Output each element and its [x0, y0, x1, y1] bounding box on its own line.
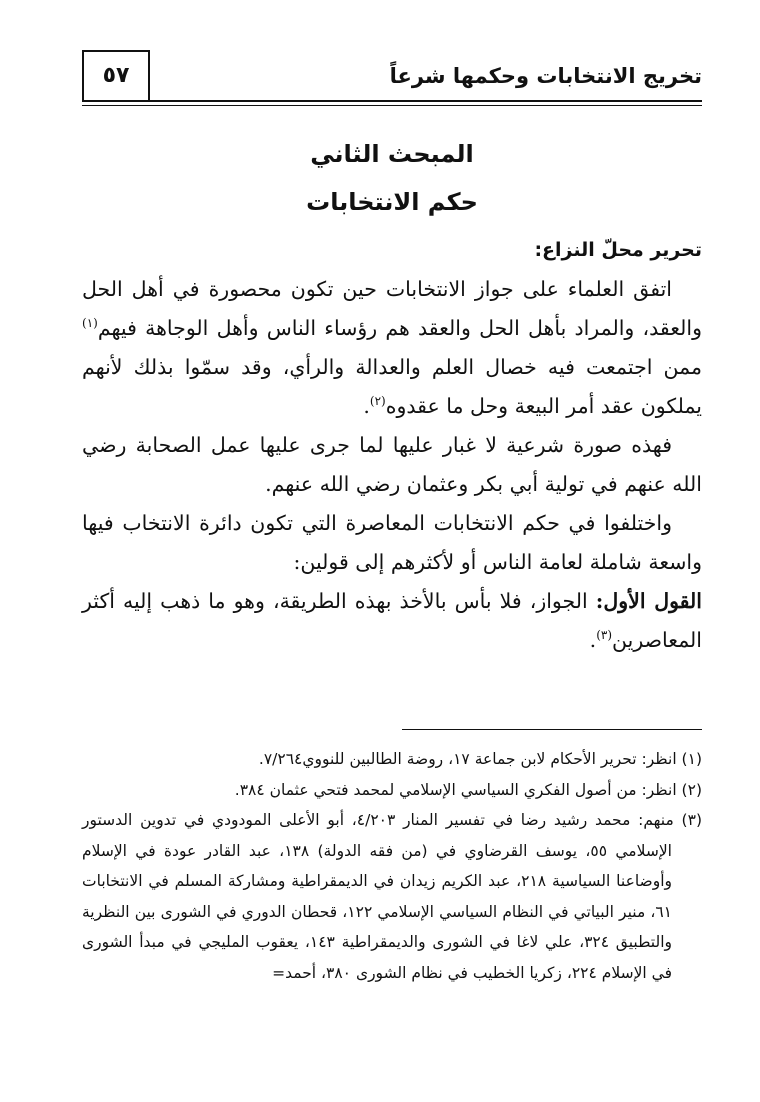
- paragraph-2: فهذه صورة شرعية لا غبار عليها لما جرى عليها عمل الصحابة رضي الله عنهم في تولية أبي بكر وعثمان رضي الله عنهم.: [82, 433, 702, 496]
- footnote-ref-3[interactable]: (٣): [596, 628, 613, 643]
- page-number: ٥٧: [102, 63, 130, 88]
- running-title: تخريج الانتخابات وحكمها شرعاً: [389, 64, 702, 88]
- section-title: المبحث الثاني: [310, 140, 474, 168]
- section-subtitle: حكم الانتخابات: [306, 188, 478, 216]
- paragraph-4: [82, 582, 702, 660]
- paragraph-1-end: .: [363, 394, 370, 418]
- body-text: [82, 230, 702, 660]
- paragraph-1-text-a: اتفق العلماء على جواز الانتخابات حين تكون محصورة في أهل الحل والعقد، والمراد بأهل الحل والعقد هم رؤساء الناس وأهل الوجاهة فيهم: [82, 277, 702, 340]
- footnote-2: (٢) انظر: من أصول الفكري السياسي الإسلامي لمحمد فتحي عثمان ٣٨٤.: [234, 780, 702, 799]
- paragraph-4-end: .: [589, 628, 597, 652]
- subheading-paragraph: [82, 230, 702, 270]
- footnote-ref-2[interactable]: (٢): [369, 394, 386, 409]
- footnote-3: (٣) منهم: محمد رشيد رضا في تفسير المنار ٤/٢٠٣، أبو الأعلى المودودي في تدوين الدستور الإسلامي ٥٥، يوسف القرضاوي في (من فقه الدولة) ١٣٨، عبد القادر عودة في الإسلام وأوضاعنا السياسية ٢١٨، عبد الكريم زيدان في الديمقراطية ومشاركة المسلم في الانتخابات ٦١، منير البياتي في النظام السياسي الإسلامي ١٢٢، قحطان الدوري في الشورى بين النظرية والتطبيق ٣٢٤، علي لاغا في الشورى والديمقراطية ١٤٣، يعقوب المليجي في مبدأ الشورى في الإسلام ٢٢٤، زكريا الخطيب في نظام الشورى ٣٨٠، أحمد=: [82, 811, 702, 982]
- footnote-1: (١) انظر: تحرير الأحكام لابن جماعة ١٧، روضة الطالبين للنووي٧/٢٦٤.: [258, 750, 702, 768]
- footnote-ref-1[interactable]: (١): [82, 316, 98, 331]
- first-opinion-label: القول الأول:: [595, 589, 702, 613]
- footnotes: [82, 744, 702, 988]
- paragraph-3: واختلفوا في حكم الانتخابات المعاصرة التي تكون دائرة الانتخاب فيها واسعة شاملة لعامة الناس أو لأكثرهم إلى قولين:: [82, 511, 702, 574]
- paragraph-4-text: الجواز، فلا بأس بالأخذ بهذه الطريقة، وهو ما ذهب إليه أكثر المعاصرين: [82, 589, 702, 652]
- paragraph-1: [82, 270, 702, 426]
- subheading: تحرير محلّ النزاع:: [534, 239, 702, 261]
- header-rule-thick: [82, 100, 702, 102]
- footnote-separator: [402, 729, 702, 730]
- page-number-box: [82, 50, 150, 100]
- header-rule-thin: [82, 105, 702, 106]
- running-header: [82, 50, 702, 102]
- paragraph-1-text-b: ممن اجتمعت فيه خصال العلم والعدالة والرأي، وقد سمّوا بذلك لأنهم يملكون عقد أمر البيعة وحل ما عقدوه: [82, 355, 702, 418]
